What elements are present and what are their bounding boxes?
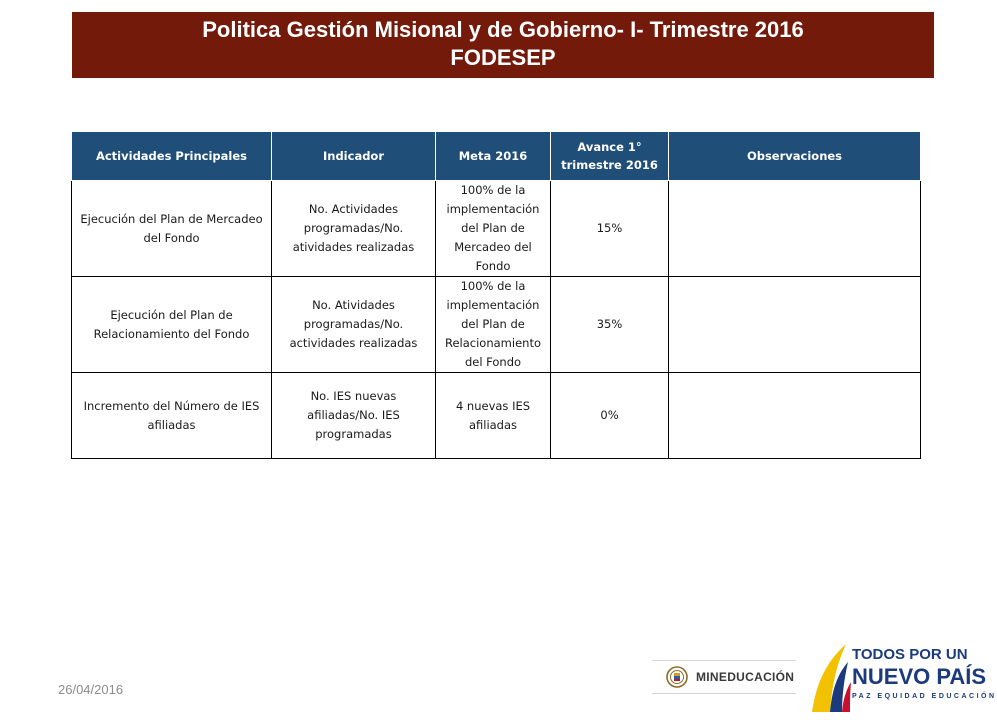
cell-observaciones <box>669 181 921 277</box>
cell-actividad: Ejecución del Plan de Mercadeo del Fondo <box>72 181 272 277</box>
activities-table <box>71 131 921 459</box>
slogan-line-3: PAZ EQUIDAD EDUCACIÓN <box>852 693 997 700</box>
cell-meta: 100% de la implementación del Plan de Relacionamiento del Fondo <box>436 277 551 373</box>
cell-indicador: No. Actividades programadas/No. atividades realizadas <box>272 181 436 277</box>
cell-actividad: Incremento del Número de IES afiliadas <box>72 373 272 459</box>
cell-avance: 35% <box>551 277 669 373</box>
column-header-actividades: Actividades Principales <box>72 132 272 181</box>
cell-actividad: Ejecución del Plan de Relacionamiento del Fondo <box>72 277 272 373</box>
cell-observaciones <box>669 277 921 373</box>
footer-date: 26/04/2016 <box>58 682 124 697</box>
slogan-line-1: TODOS POR UN <box>852 646 968 663</box>
cell-avance: 15% <box>551 181 669 277</box>
page-subtitle: FODESEP <box>450 45 556 70</box>
slogan-line-2: NUEVO PAÍS <box>852 664 987 689</box>
page-title: Politica Gestión Misional y de Gobierno- I- Trimestre 2016 <box>202 17 804 42</box>
column-header-indicador: Indicador <box>272 132 436 181</box>
title-banner <box>72 12 934 78</box>
cell-observaciones <box>669 373 921 459</box>
cell-indicador: No. IES nuevas afiliadas/No. IES programadas <box>272 373 436 459</box>
table-row <box>72 373 921 459</box>
table-header-row <box>72 132 921 181</box>
column-header-meta: Meta 2016 <box>436 132 551 181</box>
cell-avance: 0% <box>551 373 669 459</box>
cell-meta: 4 nuevas IES afiliadas <box>436 373 551 459</box>
colombia-seal-icon <box>666 666 688 688</box>
flag-swoosh-icon <box>806 642 852 716</box>
column-header-observaciones: Observaciones <box>669 132 921 181</box>
cell-indicador: No. Atividades programadas/No. actividades realizadas <box>272 277 436 373</box>
mineducacion-logo <box>652 660 796 694</box>
table-row <box>72 277 921 373</box>
table-row <box>72 181 921 277</box>
mineducacion-text: MINEDUCACIÓN <box>696 670 795 684</box>
todos-por-un-nuevo-pais-logo <box>806 642 997 716</box>
cell-meta: 100% de la implementación del Plan de Mercadeo del Fondo <box>436 181 551 277</box>
column-header-avance: Avance 1° trimestre 2016 <box>551 132 669 181</box>
